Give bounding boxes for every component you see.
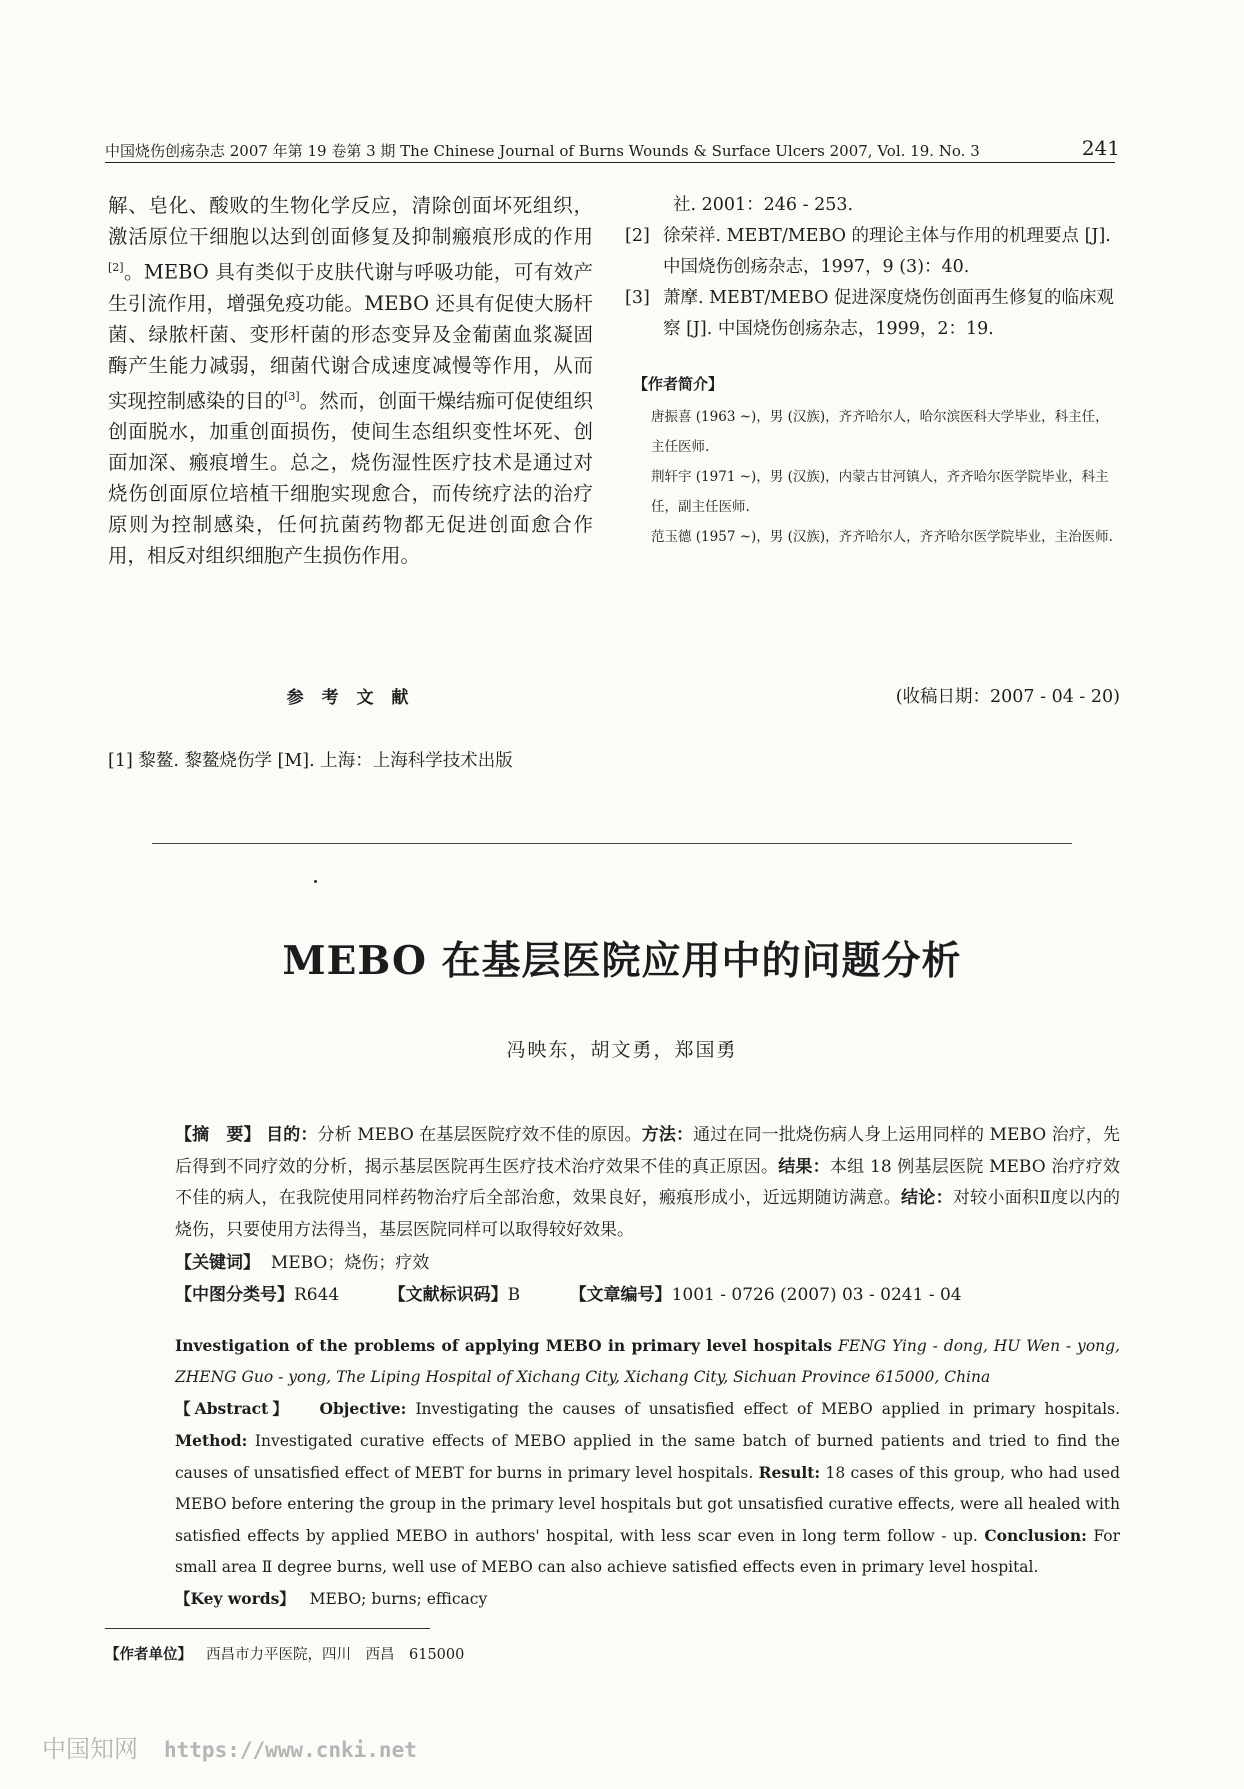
doc-code-value: B [507,1284,521,1305]
keywords-line [175,1248,1120,1280]
english-keywords-text: MEBO; burns; efficacy [309,1590,488,1608]
english-abstract-label: 【Abstract】 [175,1399,293,1418]
article-authors: 冯映东，胡文勇，郑国勇 [506,1039,738,1061]
english-objective-text: Investigating the causes of unsatisfied effect of MEBO applied in primary hospitals. [415,1400,1121,1418]
running-head-text: 中国烧伤创疡杂志 2007 年第 19 卷第 3 期 The Chinese Journal of Burns Wounds & Surface Ulcers 2007, Vol. 19. No. 3 [105,142,980,160]
reference-1-continued: 社. 2001：246 - 253. [673,195,854,215]
header-rule [105,162,1115,163]
article-number-field [570,1285,984,1305]
english-method-text: Investigated curative effects of MEBO applied in the same batch of burned patients and tried to find the causes of unsatisfied effect of MEBT for burns in primary level hospitals. [175,1432,1120,1482]
article-number-label: 【文章编号】 [569,1284,672,1305]
scan-speck [314,880,317,883]
reference-3-text: 萧摩. MEBT/MEBO 促进深度烧伤创面再生修复的临床观察 [J]. 中国烧伤创疡杂志，1999，2：19. [663,288,1115,339]
english-method-label: Method: [175,1431,248,1450]
abstract-chinese-body [175,1120,1120,1246]
page-number: 241 [1081,136,1120,160]
author-affiliation-footnote [105,1643,464,1664]
body-text-a: 解、皂化、酸败的生物化学反应，清除创面坏死组织，激活原位干细胞以达到创面修复及抑制瘢痕形成的作用 [108,194,593,248]
article-divider [152,843,1072,844]
article-title: MEBO 在基层医院应用中的问题分析 [282,938,962,984]
footnote-text: 西昌市力平医院，四川 西昌 615000 [206,1647,465,1663]
english-conclusion-label: Conclusion: [984,1526,1087,1545]
objective-label: 目的： [266,1125,318,1145]
left-column [108,190,593,571]
english-keywords-label: 【Key words】 [175,1589,295,1608]
author-bio-item: 荆轩宇 (1971 ~)，男 (汉族)，内蒙古甘河镇人，齐齐哈尔医学院毕业，科主任，副主任医师. [651,469,1109,515]
reference-2 [625,221,1120,283]
watermark-brand: 中国知网 [42,1735,138,1763]
english-conclusion-text: For small area Ⅱ degree burns, well use of MEBO can also achieve satisfied effects even in primary level hospital. [175,1527,1120,1576]
citation-3: [3] [284,389,300,403]
references-section-title: 参 考 文 献 [286,688,415,708]
body-paragraph [108,190,593,571]
author-bio-item: 唐振喜 (1963 ~)，男 (汉族)，齐齐哈尔人，哈尔滨医科大学毕业，科主任，主任医师. [651,409,1109,455]
reference-3 [625,283,1120,345]
running-header [105,136,1120,160]
clc-label: 【中图分类号】 [175,1284,294,1305]
keywords-text: MEBO；烧伤；疗效 [270,1253,430,1273]
method-label: 方法： [641,1125,694,1145]
right-column [625,190,1120,552]
watermark-url: https://www.cnki.net [164,1738,417,1762]
method-text: 通过在同一批烧伤病人身上运用同样的 MEBO 治疗，先后得到不同疗效的分析，揭示基层医院再生医疗技术治疗效果不佳的真正原因。 [175,1125,1121,1177]
clc-value: R644 [294,1284,340,1305]
result-text: 本组 18 例基层医院 MEBO 治疗疗效不佳的病人，在我院使用同样药物治疗后全部治愈，效果良好，瘢痕形成小，近远期随访满意。 [175,1156,1120,1208]
cnki-watermark [42,1729,417,1764]
english-objective-label: Objective: [319,1399,407,1418]
footnote-label: 【作者单位】 [105,1646,192,1663]
english-title-line [175,1330,1120,1393]
english-authors: FENG Ying - dong, HU Wen - yong, ZHENG Guo - yong, The Liping Hospital of Xichang City, Xichang City, Sichuan Province 615000, China [175,1337,1120,1386]
keywords-label: 【关键词】 [175,1253,260,1273]
doc-code-label: 【文献标识码】 [388,1284,508,1305]
article-number-value: 1001 - 0726 (2007) 03 - 0241 - 04 [671,1284,962,1305]
reference-2-number: [2] [625,226,650,246]
received-date: (收稿日期：2007 - 04 - 20) [895,687,1120,707]
classification-line [175,1280,1120,1312]
conclusion-text: 对较小面积Ⅱ度以内的烧伤，只要使用方法得当，基层医院同样可以取得较好效果。 [175,1188,1121,1240]
abstract-label: 【摘 要】 [175,1125,261,1145]
author-bio-heading: 【作者简介】 [633,375,724,393]
reference-2-text: 徐荣祥. MEBT/MEBO 的理论主体与作用的机理要点 [J]. 中国烧伤创疡杂志，1997，9 (3)：40. [663,226,1111,277]
doc-code-field [389,1285,543,1305]
body-text-c: 。然而，创面干燥结痂可促使组织创面脱水，加重创面损伤，使间生态组织变性坏死、创面加深、瘢痕增生。总之，烧伤湿性医疗技术是通过对烧伤创面原位培植干细胞实现愈合，而传统疗法的治疗原则为控制感染，任何抗菌药物都无促进创面愈合作用，相反对组织细胞产生损伤作用。 [108,389,593,567]
clc-field [175,1285,361,1305]
english-result-label: Result: [758,1463,821,1482]
reference-3-number: [3] [625,288,650,308]
conclusion-label: 结论： [901,1188,953,1208]
footnote-rule [105,1628,430,1629]
english-abstract-body [175,1393,1120,1583]
abstract-english [175,1330,1120,1615]
english-title: Investigation of the problems of applying MEBO in primary level hospitals [175,1336,833,1355]
citation-2: [2] [108,261,124,274]
author-bio-item: 范玉德 (1957 ~)，男 (汉族)，齐齐哈尔人，齐齐哈尔医学院毕业，主治医师. [651,529,1113,545]
abstract-chinese [175,1120,1120,1311]
english-keywords-line [175,1583,1120,1615]
objective-text: 分析 MEBO 在基层医院疗效不佳的原因。 [317,1125,642,1145]
body-text-b: 。MEBO 具有类似于皮肤代谢与呼吸功能，可有效产生引流作用，增强免疫功能。MEBO 还具有促使大肠杆菌、绿脓杆菌、变形杆菌的形态变异及金葡菌血浆凝固酶产生能力减弱，细菌代谢合成速度减慢等作用，从而实现控制感染的目的 [108,260,593,412]
result-label: 结果： [778,1156,830,1177]
reference-1: [1] 黎鳌. 黎鳌烧伤学 [M]. 上海：上海科学技术出版 [108,751,513,771]
english-result-text: 18 cases of this group, who had used MEBO before entering the group in the primary level hospitals but got unsatisfied curative effects, were all healed with satisfied effects by applied MEBO in authors' hospital, with less scar even in long term follow - up. [175,1464,1120,1545]
